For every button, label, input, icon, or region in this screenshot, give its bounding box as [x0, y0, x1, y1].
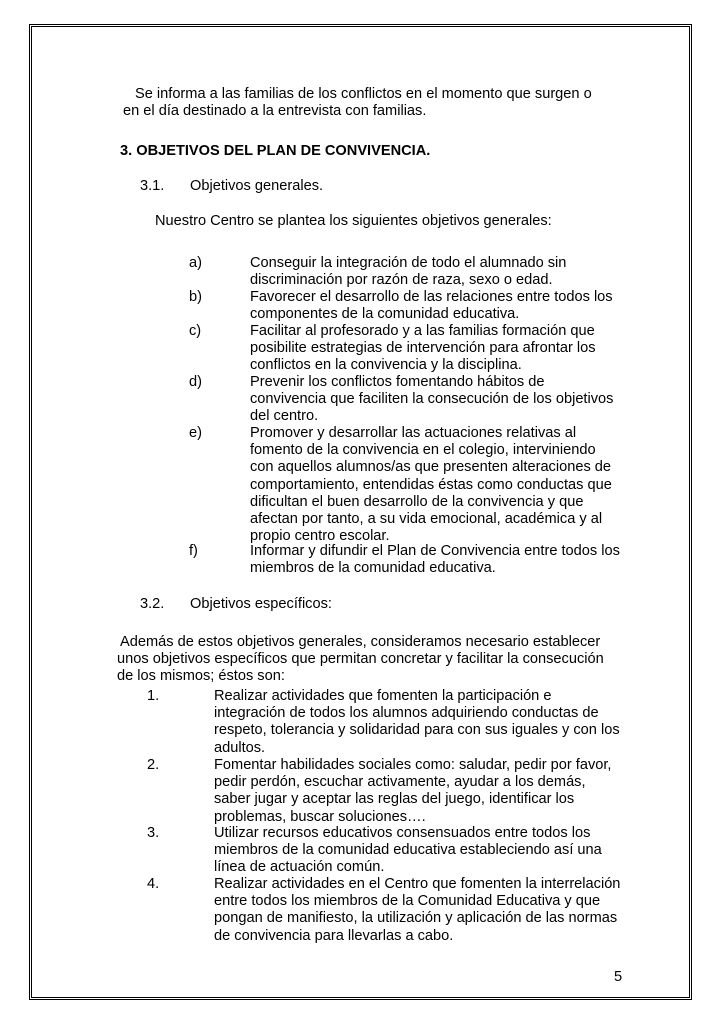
item-line: Realizar actividades que fomenten la participación e	[214, 688, 552, 704]
general-item-label: c)	[189, 323, 202, 339]
item-line: integración de todos los alumnos adquiriendo conductas de	[214, 705, 599, 722]
item-line: Utilizar recursos educativos consensuados entre todos los	[214, 825, 591, 841]
item-line: Favorecer el desarrollo de las relaciones entre todos los	[250, 289, 613, 305]
general-item-text	[250, 543, 622, 577]
specific-item-label: 1.	[147, 688, 160, 704]
general-item-label: b)	[189, 289, 202, 305]
subsection-number-specific: 3.2.	[140, 596, 165, 612]
item-line: Conseguir la integración de todo el alumnado sin	[250, 255, 567, 271]
specific-intro-paragraph	[117, 634, 626, 686]
item-line: saber jugar y aceptar las reglas del juego, identificar los	[214, 791, 575, 808]
section-title: 3. OBJETIVOS DEL PLAN DE CONVIVENCIA.	[120, 143, 431, 159]
item-line: con aquellos alumnos/as que presenten alteraciones de	[250, 459, 612, 476]
page-number: 5	[614, 969, 623, 985]
item-line: convivencia que faciliten la consecución de los objetivos	[250, 391, 614, 408]
item-line: conflictos en la convivencia y la disciplina.	[250, 357, 522, 374]
item-line: componentes de la comunidad educativa.	[250, 306, 520, 323]
item-line: pongan de manifiesto, la utilización y aplicación de las normas	[214, 910, 618, 927]
specific-item-label: 3.	[147, 825, 160, 841]
intro-line: de los mismos; éstos son:	[117, 668, 285, 685]
item-line: pedir perdón, escuchar activamente, ayudar a los demás,	[214, 774, 586, 791]
specific-item-label: 4.	[147, 876, 160, 892]
item-line: línea de actuación común.	[214, 859, 385, 876]
item-line: discriminación por razón de raza, sexo o edad.	[250, 272, 553, 289]
specific-item-text	[214, 876, 624, 945]
general-lead-text: Nuestro Centro se plantea los siguientes objetivos generales:	[155, 213, 552, 229]
subsection-heading-specific: Objetivos específicos:	[190, 596, 332, 612]
item-line: Prevenir los conflictos fomentando hábitos de	[250, 374, 545, 390]
intro-paragraph	[123, 86, 625, 120]
item-line: adultos.	[214, 739, 266, 756]
general-item-label: f)	[189, 543, 198, 559]
general-item-text	[250, 255, 622, 289]
general-item-text	[250, 425, 622, 545]
intro-line: unos objetivos específicos que permitan concretar y facilitar la consecución	[117, 651, 604, 668]
item-line: miembros de la comunidad educativa estableciendo así una	[214, 842, 602, 859]
item-line: dificultan el buen desarrollo de la convivencia y que	[250, 493, 584, 510]
specific-item-text	[214, 688, 624, 757]
general-item-label: e)	[189, 425, 202, 441]
item-line: de convivencia para llevarlas a cabo.	[214, 927, 454, 944]
intro-line-1: Se informa a las familias de los conflictos en el momento que surgen o	[135, 86, 592, 102]
subsection-heading-general: Objetivos generales.	[190, 178, 324, 194]
specific-item-text	[214, 757, 624, 826]
item-line: Realizar actividades en el Centro que fomenten la interrelación	[214, 876, 621, 892]
item-line: Promover y desarrollar las actuaciones relativas al	[250, 425, 577, 441]
specific-item-label: 2.	[147, 757, 160, 773]
general-item-label: a)	[189, 255, 202, 271]
item-line: fomento de la convivencia en el colegio, interviniendo	[250, 442, 596, 459]
item-line: del centro.	[250, 408, 319, 425]
item-line: respeto, tolerancia y solidaridad para con sus iguales y con los	[214, 722, 620, 739]
item-line: entre todos los miembros de la Comunidad Educativa y que	[214, 893, 601, 910]
general-item-label: d)	[189, 374, 202, 390]
item-line: Facilitar al profesorado y a las familias formación que	[250, 323, 595, 339]
item-line: posibilite estrategias de intervención para afrontar los	[250, 340, 596, 357]
specific-item-text	[214, 825, 624, 877]
intro-line: Además de estos objetivos generales, consideramos necesario establecer	[120, 634, 601, 650]
item-line: propio centro escolar.	[250, 528, 390, 545]
general-item-text	[250, 323, 622, 375]
item-line: afectan por tanto, a su vida emocional, académica y al	[250, 511, 603, 528]
general-item-text	[250, 289, 622, 323]
subsection-number-general: 3.1.	[140, 178, 165, 194]
item-line: problemas, buscar soluciones….	[214, 808, 426, 825]
item-line: Informar y difundir el Plan de Convivencia entre todos los	[250, 543, 620, 559]
intro-line-2: en el día destinado a la entrevista con familias.	[123, 103, 427, 120]
item-line: miembros de la comunidad educativa.	[250, 560, 496, 577]
item-line: Fomentar habilidades sociales como: saludar, pedir por favor,	[214, 757, 612, 773]
item-line: comportamiento, entendidas éstas como conductas que	[250, 476, 612, 493]
general-item-text	[250, 374, 622, 426]
